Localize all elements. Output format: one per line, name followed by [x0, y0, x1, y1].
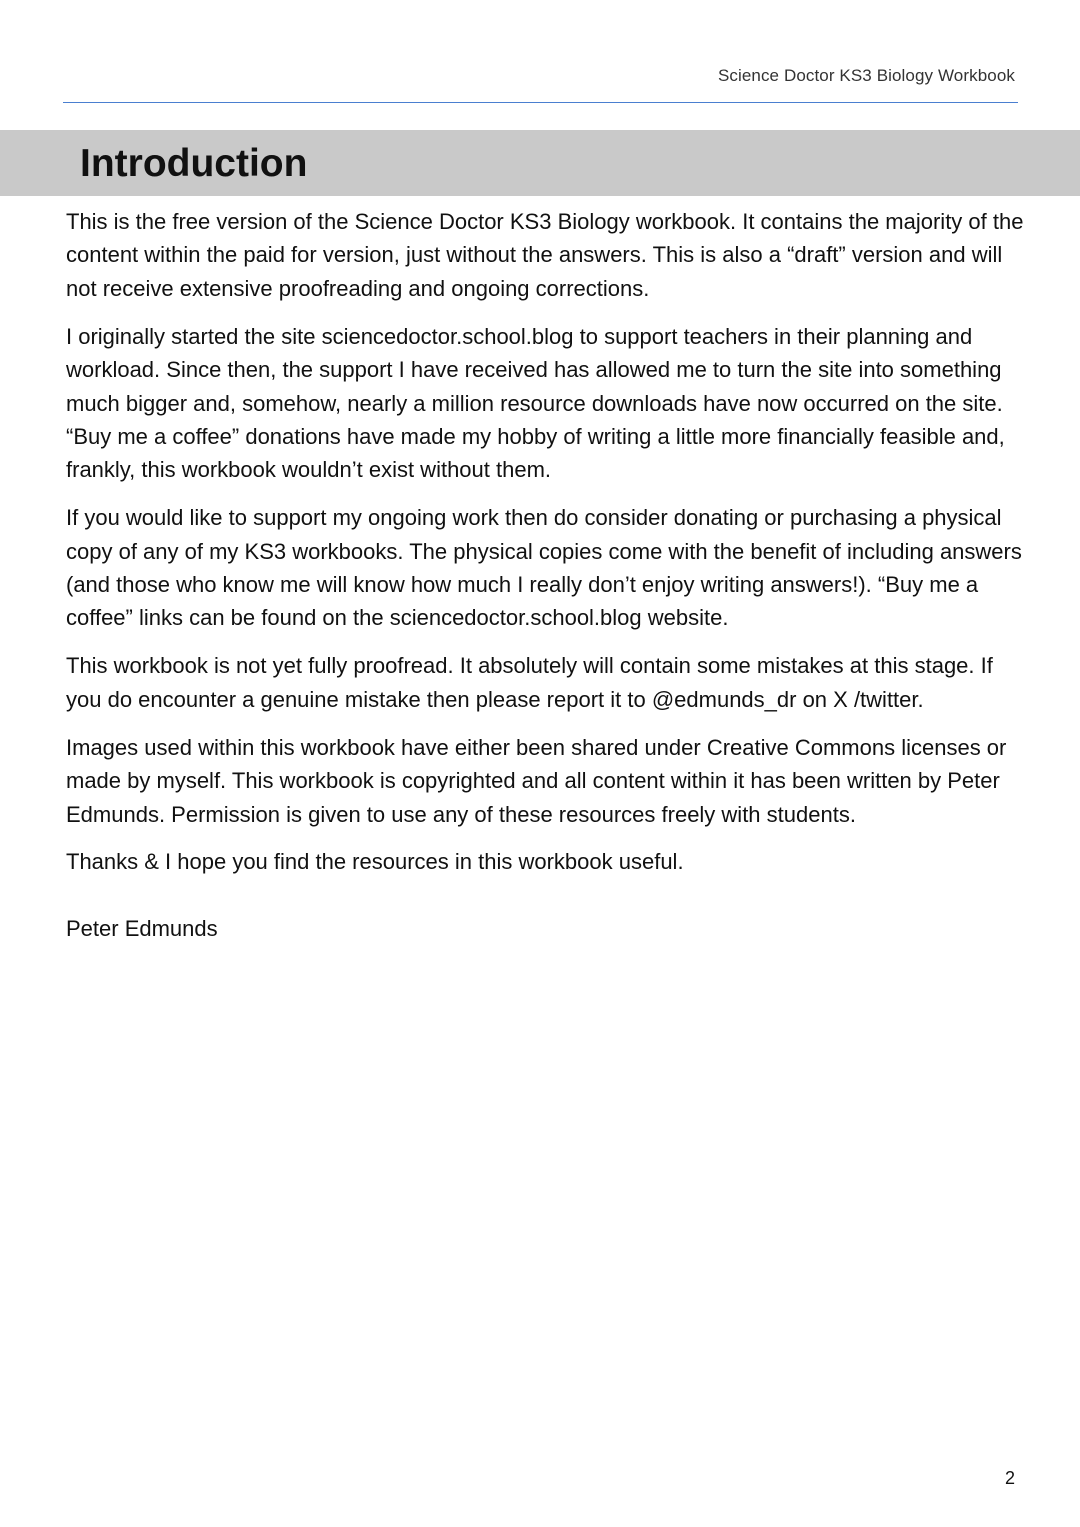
paragraph-thanks: Thanks & I hope you find the resources in this workbook useful.	[66, 849, 684, 875]
paragraph-copyright: Images used within this workbook have either been shared under Creative Commons licenses or made by myself. This workbook is copyrighted and all content within it has been written by Peter Edmunds. Permission is given to use any of these resources freely with students.	[66, 734, 1007, 827]
running-header-title: Science Doctor KS3 Biology Workbook	[717, 66, 1015, 85]
introduction-body	[66, 205, 1026, 960]
author-signoff: Peter Edmunds	[66, 915, 218, 941]
section-title: Introduction	[80, 142, 308, 185]
paragraph-site-history: I originally started the site sciencedoctor.school.blog to support teachers in their planning and workload. Since then, the support I have received has allowed me to turn the site into something much bigger and, somehow, nearly a million resource downloads have now occurred on the site. “Buy me a coffee” donations have made my hobby of writing a little more financially feasible and, frankly, this workbook wouldn’t exist without them.	[66, 323, 1005, 483]
header-divider	[63, 102, 1018, 103]
page-number: 2	[1004, 1468, 1015, 1488]
paragraph-proofreading: This workbook is not yet fully proofread. It absolutely will contain some mistakes at this stage. If you do encounter a genuine mistake then please report it to @edmunds_dr on X /twitter.	[66, 653, 993, 712]
paragraph-support: If you would like to support my ongoing work then do consider donating or purchasing a physical copy of any of my KS3 workbooks. The physical copies come with the benefit of including answers (and those who know me will know how much I really don’t enjoy writing answers!). “Buy me a coffee” links can be found on the sciencedoctor.school.blog website.	[66, 505, 1022, 631]
paragraph-free-version: This is the free version of the Science Doctor KS3 Biology workbook. It contains the majority of the content within the paid for version, just without the answers. This is also a “draft” version and will not receive extensive proofreading and ongoing corrections.	[66, 209, 1024, 301]
section-title-band	[0, 130, 1080, 196]
